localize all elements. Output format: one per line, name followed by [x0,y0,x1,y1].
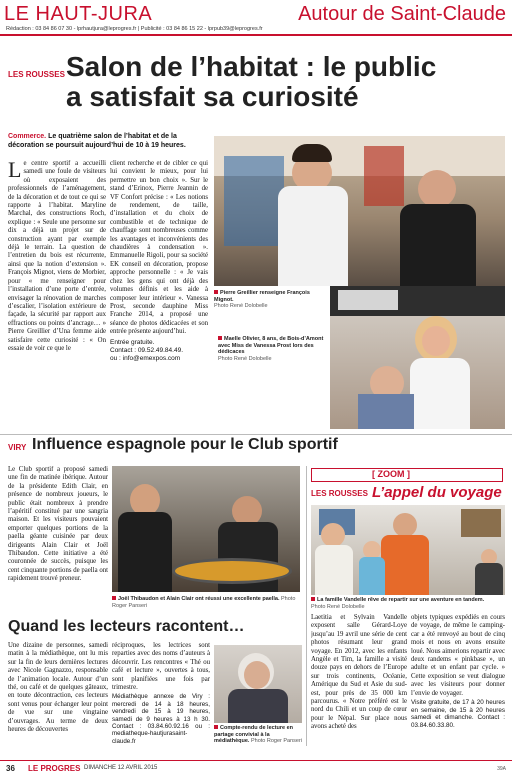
article1-headline-line2: a satisfait sa curiosité [66,81,359,112]
article1-column1 [8,160,106,428]
article4-column2 [112,642,210,756]
subsection-title: Autour de Saint-Claude [298,3,506,25]
section-divider [0,434,512,435]
info-entry: Entrée gratuite. [110,338,155,346]
article4-col2-text: réciproques, les lectrices sont reparties avec des noms d’auteurs à découvrir. Les rencontres « Thé ou café et lecture », ouvertes à tous, sont planifiées une fois par trimestre. [112,642,210,692]
article3-kicker: LES ROUSSES [311,489,368,498]
article4-photo-credit: Photo Roger Panseri [250,738,303,744]
article3-info: Visite gratuite, de 17 à 20 heures en semaine, de 15 à 20 heures samedi et dimanche. Contact : 03.84.60.33.80. [411,699,505,729]
photo-miss-dedication [330,286,505,429]
zoom-banner [311,468,503,482]
zoom-label: [ ZOOM ] [372,469,410,479]
bullet-icon [214,290,218,294]
article4-info: Médiathèque annexe de Viry : mercredi de 14 à 18 heures, vendredi de 15 à 19 heures, samedi de 9 heures à 13 h 30. Contact : 03.84.60.92.16 ou : mediatheque-hautjurasaint-claude.fr [112,693,210,745]
article3-photo-caption [311,597,505,610]
dropcap: L [8,160,22,182]
article1-lead-text: Le quatrième salon de l’habitat et de la décoration se poursuit aujourd’hui de 10 à 19 heures. [8,133,186,149]
article1-lead-tag: Commerce. [8,133,47,140]
page-header [0,0,512,36]
issue-date: DIMANCHE 12 AVRIL 2015 [84,765,158,771]
page-number: 36 [6,764,15,773]
article3-column2 [411,614,505,756]
photo2-caption [218,336,326,362]
article1-headline [66,52,506,112]
info-email: ou : info@emexpos.com [110,355,181,363]
article4-headline: Quand les lecteurs racontent… [8,618,245,635]
article3-column1: Laetitia et Sylvain Vandelle exposent salle Gérard-Loye jusqu’au 19 avril une série de cent photos résumant leur grand voyage. En 2012, avec les enfants Angèle et Tim, la famille a visité douze pays en dehors de l’Europe sur trois continents, Océanie, Amérique du Sud et Asie du sud-est, pour près de 35 000 km parcourus. « Notre préféré est le nord du Chili et un coup de cœur pour le Népal. Sur place nous avons acheté des [311,614,407,731]
photo2-credit: Photo René Dolobelle [218,355,272,362]
section-title: LE HAUT-JURA [4,3,153,25]
photo1-credit: Photo René Dolobelle [214,303,268,309]
article2-body: Le Club sportif a proposé samedi une fin de matinée ibérique. Autour de la présidente Edith Clair, en présence de nombreux joueurs, le public était nombreux à prendre l’apéritif constitué par une sangria maison. Et les visiteurs pouvaient emporter quelques portions de la paella géante cuisinée par deux dirigeants Alain Clair et Joël Thibaudon. Cette initiative a été couronnée de succès, puisque les cent cinquante portions de paella ont rapidement trouvé preneur. [8,466,108,583]
bullet-icon [112,596,116,600]
article1-lead [8,133,208,150]
bullet-icon [218,336,222,340]
bullet-icon [311,597,315,601]
article2-headline: Influence espagnole pour le Club sportif [32,436,338,453]
article2-photo-caption [112,596,302,609]
photo2-caption-text: Maelle Olivier, 8 ans, de Bois-d’Amont avec Miss de Vanessa Prost lors des dédicaces [218,336,324,355]
column-divider [306,466,307,746]
article4-column1: Une dizaine de personnes, samedi matin à la médiathèque, ont lu mis sur la fin de leurs dernières lectures avec Nicole Gagnazzo, responsable de l’animation locale. Autour d’un thé, ou café et de quelques gâteaux, en toute décontraction, ces lecteurs sont venus pour échanger leur point de vue sur une vingtaine d’ouvrages. Au terme de deux heures de découvertes [8,642,108,734]
article1-kicker: LES ROUSSES [8,70,65,79]
article4-caption-text: Compte-rendu de lecture en partage convivial à la médiathèque. [214,725,294,744]
photo-salon-visitors [214,136,505,286]
info-contact: Contact : 09.52.49.84.49. [110,346,183,354]
photo-vandelle-family [311,505,505,595]
article3-headline: L’appel du voyage [372,484,502,501]
article1-col2-text: client recherche et de cibler ce qui lui convient le mieux, pour lui permettre un bon choix ». Sur le stand d’Erinox, Pierre Jeannin de VF Confort précise : « Les notions de rendement, de taille, d’installation et du choix de combustible et de technique de chauffage sont nombreuses comme les avantages et inconvénients des chaudières à condensation ». Emmanuelle Rigoli, pour sa société EK conseil en décoration, propose approche personnelle : « Je vais chez les gens qui ont déjà des volumes définis et les aide à composer leur intérieur ». Vanessa Prost, seconde dauphine Miss Franche 2014, a proposé une séance de photos dédicacées et son entrée présente aujourd’hui. [110,160,208,336]
article3-col2-text: objets typiques expédiés en cours de voyage, de même le camping-car a été renvoyé au bout de cinq mois et nous en avons ensuite loué. Nous aimerions repartir avec deux randems « pinkbase », un adulte et un enfant par cycle. » Cette exposition se veut dialogue avec les visiteurs pour donner l’envie de voyager. [411,614,505,697]
article2-photo-credit: Photo Roger Panseri [112,596,296,609]
article1-col1-text: e centre sportif a accueilli samedi une foule de visiteurs où exposaient des professionnels de l’aménagement, de la décoration et de tout ce qui se rapporte à l’habitat. Maryline Marchal, des constructions Roch, explique : « Seule une personne sur dix a déjà un projet sur de construction ayant par exemple déjà le terrain. La question de l’entretien du bois est récurrente, ainsi que la notion d’extension ». François Mignot, viens de Morbier, pour « me renseigner pour l’installation d’une porte d’entrée, envisager la rénovation de marches d’escalier, l’isolation extérieure de façade, la sécurité par rapport aux effractions ou points d’ancrage… » Pierre Greillier d’Una femme aide satisfaire cette curiosité : « On essaie de voir ce que le [8,160,106,352]
photo1-caption [214,290,324,310]
photo1-caption-text: Pierre Greillier renseigne François Mignot. [214,290,310,303]
article4-photo-caption [214,725,304,745]
photo-mediatheque [214,645,302,723]
article2-kicker: VIRY [8,443,27,452]
article1-column2 [110,160,208,428]
page-footer [0,760,512,776]
photo-paella [112,466,300,592]
bullet-icon [214,725,218,729]
article1-info [110,339,208,364]
article3-caption-text: La famille Vandelle rêve de repartir sur une aventure en tandem. [317,597,485,603]
article1-headline-line1: Salon de l’habitat : le public [66,51,437,82]
article2-caption-text: Joël Thibaudon et Alain Clair ont réussi une excellente paella. [118,596,280,602]
newspaper-name: LE PROGRES [28,764,81,773]
contact-line: Rédaction : 03 84 86 07 30 - lprhautjura@leprogres.fr | Publicité : 03 84 86 15 22 - lprpub39@leprogres.fr [6,26,263,32]
article3-photo-credit: Photo René Dolobelle [311,603,365,610]
edition-code: 39A [497,766,506,772]
